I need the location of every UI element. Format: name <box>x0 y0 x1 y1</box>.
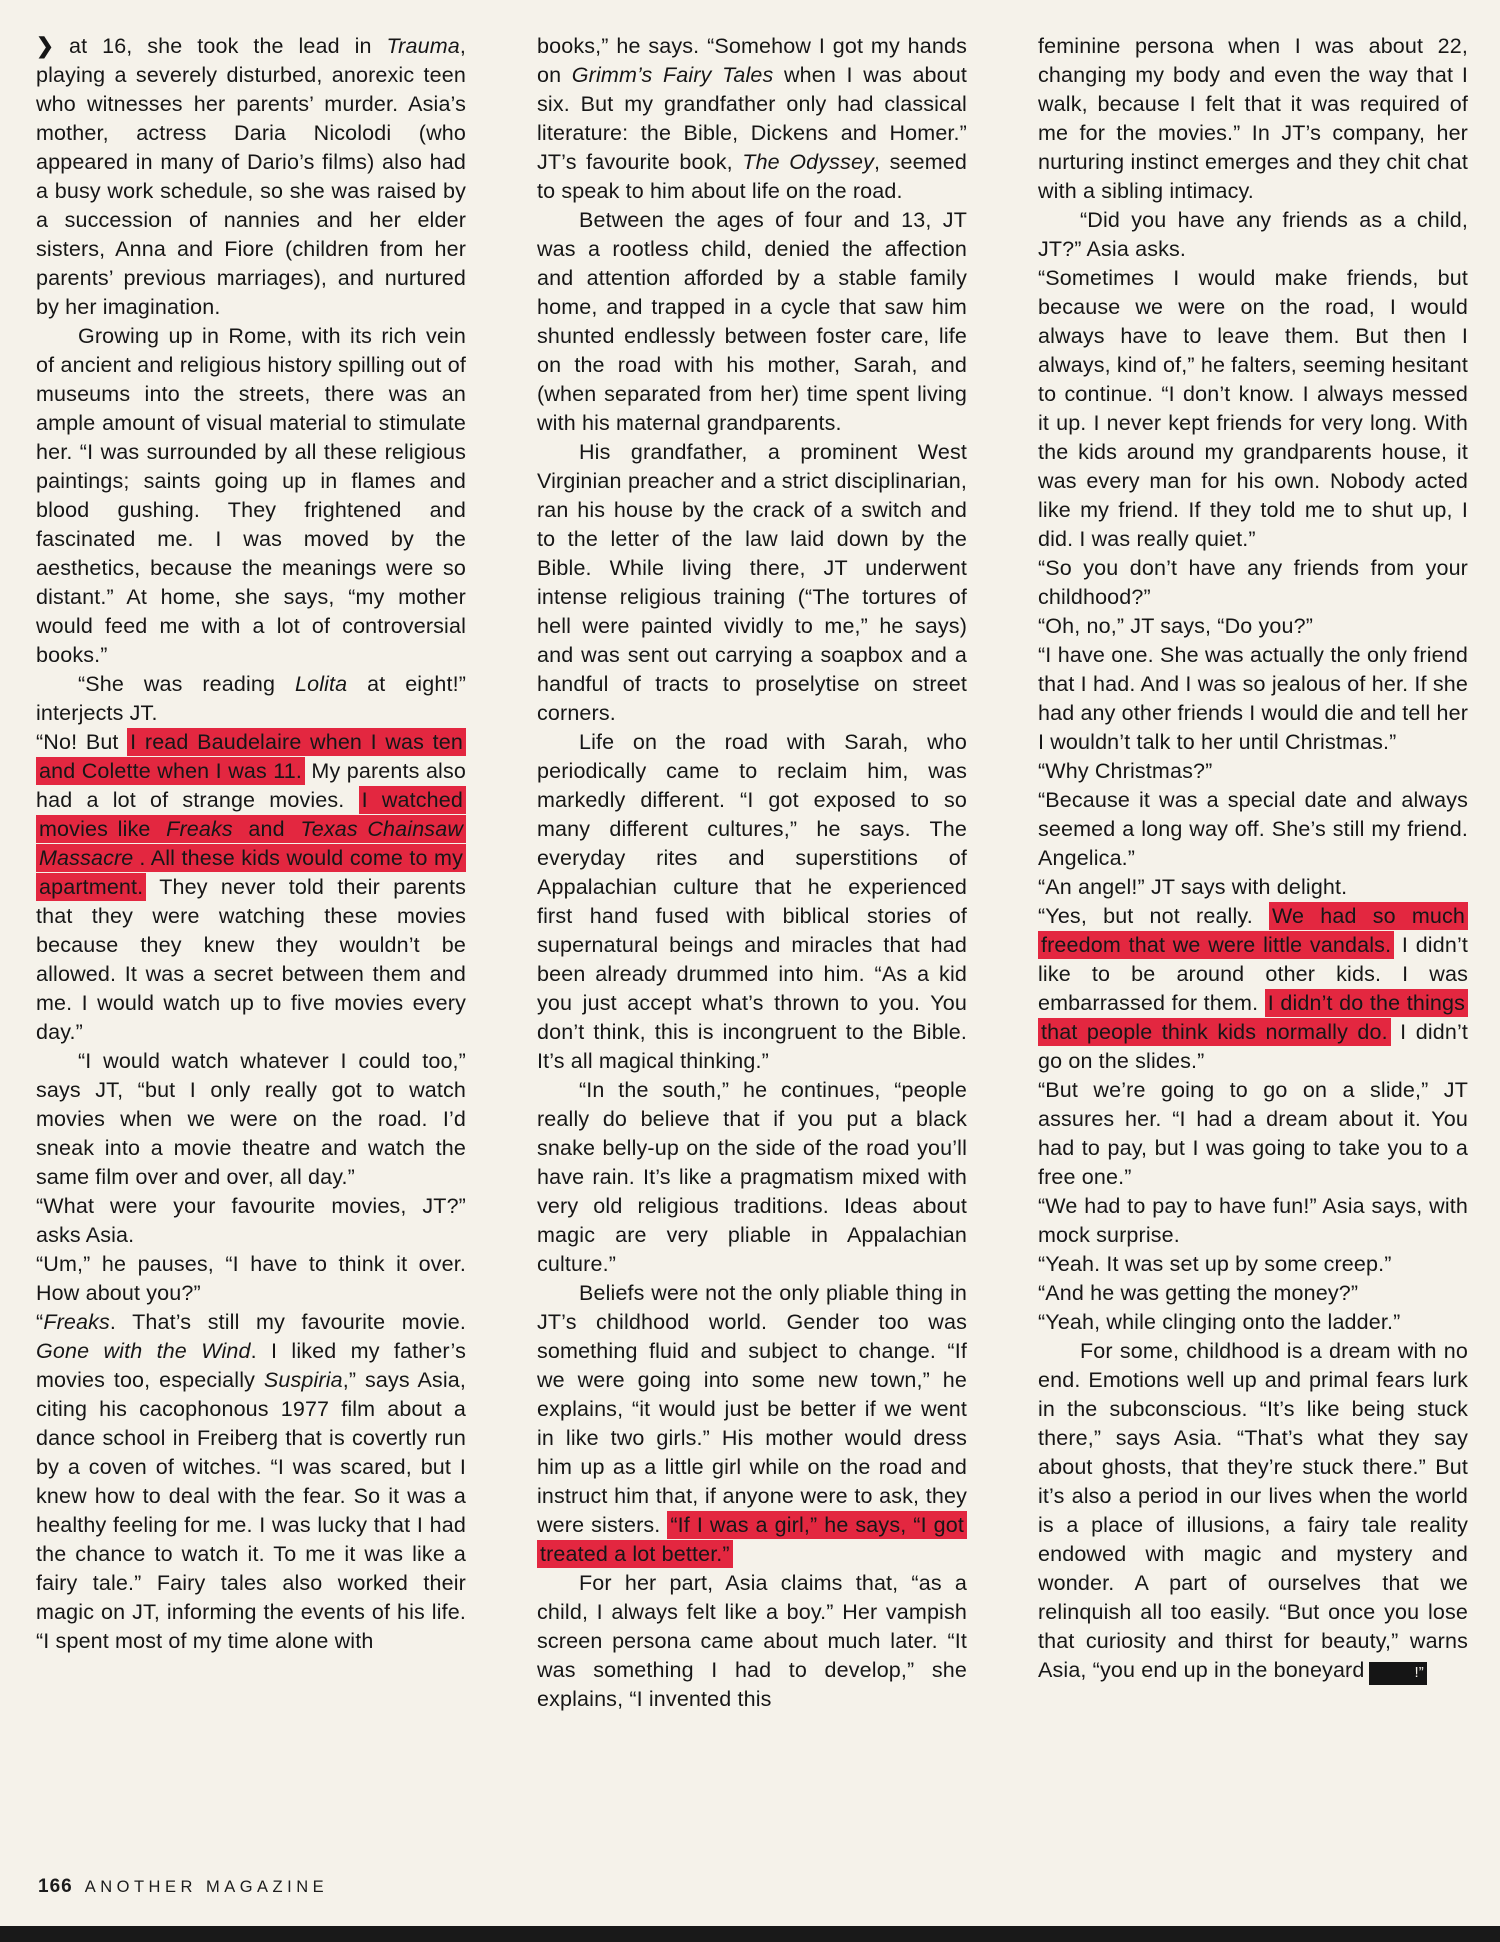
text-segment: For her part, Asia claims that, “as a child, I always felt like a boy.” Her vampish screen persona came about much later. “It was something I had to develop,” she explains, “I invented this <box>537 1571 967 1711</box>
paragraph <box>1038 902 1468 1076</box>
paragraph <box>537 1076 967 1279</box>
highlighted-text: Texas Chainsaw Massacre <box>36 815 466 872</box>
text-segment: at eight!” interjects JT. <box>36 672 466 725</box>
text-segment: “She was reading <box>78 672 295 696</box>
paragraph <box>537 728 967 1076</box>
column-3 <box>1038 32 1468 1714</box>
column-1 <box>36 32 466 1714</box>
highlighted-text: . All these kids would come to my apartment. <box>36 844 466 901</box>
paragraph <box>36 670 466 728</box>
highlighted-text: I didn’t do the things that people think kids normally do. <box>1038 989 1468 1046</box>
paragraph <box>1038 206 1468 264</box>
text-segment: Beliefs were not the only pliable thing in JT’s childhood world. Gender too was something fluid and subject to change. “If we were going into some new town,” he explains, “it would just be better if we went in like two girls.” His mother would dress him up as a little girl while on the road and instruct him that, if anyone were to ask, they were sisters. <box>537 1281 967 1537</box>
text-segment: , seemed to speak to him about life on the road. <box>537 150 967 203</box>
paragraph <box>1038 32 1468 206</box>
text-segment: “Um,” he pauses, “I have to think it over. How about you?” <box>36 1252 466 1305</box>
text-segment: “I would watch whatever I could too,” says JT, “but I only really got to watch movies when we were on the road. I’d sneak into a movie theatre and watch the same film over and over, all day.” <box>36 1049 466 1189</box>
italic-title: Gone with the Wind <box>36 1339 251 1363</box>
end-mark-icon: !” <box>1369 1662 1426 1685</box>
text-segment: I didn’t go on the slides.” <box>1038 1020 1469 1073</box>
text-segment: when I was about six. But my grandfather only had classical literature: the Bible, Dickens and Homer.” JT’s favourite book, <box>537 63 968 174</box>
text-segment: “So you don’t have any friends from your childhood?” <box>1038 556 1468 609</box>
paragraph <box>36 1308 466 1656</box>
text-segment: Growing up in Rome, with its rich vein of ancient and religious history spilling out of museums into the streets, there was an ample amount of visual material to stimulate her. “I was surrounded by all these religious paintings; saints going up in flames and blood gushing. They frightened and fascinated me. I was moved by the aesthetics, because the meanings were so distant.” At home, she says, “my mother would feed me with a lot of controversial books.” <box>36 324 466 667</box>
paragraph <box>1038 612 1468 641</box>
text-segment: “What were your favourite movies, JT?” asks Asia. <box>36 1194 466 1247</box>
paragraph <box>36 32 466 322</box>
text-segment: “Did you have any friends as a child, JT?” Asia asks. <box>1038 208 1468 261</box>
magazine-name: ANOTHER MAGAZINE <box>84 1878 329 1896</box>
paragraph <box>1038 1337 1468 1685</box>
text-segment: feminine persona when I was about 22, changing my body and even the way that I walk, because I felt that it was required of me for the movies.” In JT’s company, her nurturing instinct emerges and they chit chat with a sibling intimacy. <box>1038 34 1468 203</box>
text-segment: My parents also had a lot of strange movies. <box>36 759 466 812</box>
italic-title: Freaks <box>43 1310 110 1334</box>
text-segment: . I liked my father’s movies too, especially <box>36 1339 466 1392</box>
paragraph <box>537 206 967 438</box>
text-segment: . That’s still my favourite movie. <box>109 1310 466 1334</box>
paragraph <box>1038 554 1468 612</box>
page-number: 166 <box>38 1876 73 1897</box>
column-2 <box>537 32 967 1714</box>
arrow-icon: ❯ <box>36 34 70 58</box>
text-segment: “I have one. She was actually the only friend that I had. And I was so jealous of her. If she had any other friends I would die and tell her I wouldn’t talk to her until Christmas.” <box>1038 643 1469 754</box>
paragraph <box>1038 873 1468 902</box>
italic-title: Lolita <box>294 672 348 696</box>
paragraph <box>1038 786 1468 873</box>
paragraph <box>537 32 967 206</box>
text-segment: “ <box>36 1310 44 1334</box>
paragraph <box>1038 1192 1468 1250</box>
text-segment: “We had to pay to have fun!” Asia says, with mock surprise. <box>1038 1194 1468 1247</box>
paragraph <box>537 1569 967 1714</box>
text-segment: “An angel!” JT says with delight. <box>1038 875 1348 899</box>
text-segment: “Why Christmas?” <box>1038 759 1213 783</box>
paragraph <box>1038 641 1468 757</box>
paragraph <box>1038 1076 1468 1192</box>
text-segment: “Because it was a special date and always seemed a long way off. She’s still my friend. Angelica.” <box>1038 788 1468 870</box>
scan-edge-bar <box>0 1926 1500 1942</box>
highlighted-text: Freaks <box>163 815 236 843</box>
highlighted-text: We had so much freedom that we were little vandals. <box>1038 902 1468 959</box>
paragraph <box>537 438 967 728</box>
text-segment: ,” says Asia, citing his cacophonous 1977 film about a dance school in Freiberg that is covertly run by a coven of witches. “I was scared, but I knew how to deal with the fear. So it was a healthy feeling for me. I was lucky that I had the chance to watch it. To me it was like a fairy tale.” Fairy tales also worked their magic on JT, informing the events of his life. “I spent most of my time alone with <box>36 1368 466 1653</box>
paragraph <box>537 1279 967 1569</box>
highlighted-text: I watched movies like <box>36 786 466 843</box>
italic-title: Trauma <box>386 34 460 58</box>
paragraph <box>1038 1279 1468 1308</box>
highlighted-text: and <box>236 815 298 843</box>
text-segment: at 16, she took the lead in <box>69 34 387 58</box>
text-segment: “In the south,” he continues, “people really do believe that if you put a black snake belly-up on the side of the road you’ll have rain. It’s like a pragmatism mixed with very old religious traditions. Ideas about magic are very pliable in Appalachian culture.” <box>537 1078 967 1276</box>
text-segment: His grandfather, a prominent West Virginian preacher and a strict disciplinarian, ran his house by the crack of a switch and to the letter of the law laid down by the Bible. While living there, JT underwent intense religious training (“The tortures of hell were painted vividly to me,” he says) and was sent out carrying a soapbox and a handful of tracts to proselytise on street corners. <box>537 440 967 725</box>
italic-title: Suspiria <box>263 1368 343 1392</box>
paragraph <box>36 322 466 670</box>
text-segment: Between the ages of four and 13, JT was a rootless child, denied the affection and attention afforded by a stable family home, and trapped in a cycle that saw him shunted endlessly between foster care, life on the road with his mother, Sarah, and (when separated from her) time spent living with his maternal grandparents. <box>537 208 967 435</box>
paragraph <box>1038 1308 1468 1337</box>
paragraph <box>36 1250 466 1308</box>
highlighted-text: “If I was a girl,” he says, “I got treated a lot better.” <box>537 1511 967 1568</box>
paragraph <box>36 1192 466 1250</box>
text-segment: “Oh, no,” JT says, “Do you?” <box>1038 614 1314 638</box>
italic-title: Grimm’s Fairy Tales <box>571 63 774 87</box>
text-segment: “Yeah, while clinging onto the ladder.” <box>1038 1310 1401 1334</box>
paragraph <box>1038 264 1468 554</box>
text-segment: For some, childhood is a dream with no end. Emotions well up and primal fears lurk in the subconscious. “It’s like being stuck there,” says Asia. “That’s what they say about ghosts, that they’re stuck there.” But it’s also a period in our lives when the world is a place of illusions, a fairy tale reality endowed with magic and mystery and wonder. A part of ourselves that we relinquish all too easily. “But once you lose that curiosity and thirst for beauty,” warns Asia, “you end up in the boneyard <box>1038 1339 1468 1682</box>
paragraph <box>1038 757 1468 786</box>
text-segment: , playing a severely disturbed, anorexic teen who witnesses her parents’ murder. Asia’s mother, actress Daria Nicolodi (who appeared in many of Dario’s films) also had a busy work schedule, so she was raised by a succession of nannies and her elder sisters, Anna and Fiore (children from her parents’ previous marriages), and nurtured by her imagination. <box>36 34 466 319</box>
text-segment: I didn’t like to be around other kids. I was embarrassed for them. <box>1038 933 1468 1015</box>
text-segment: “Yes, but not really. <box>1038 904 1269 928</box>
italic-title: The Odyssey <box>742 150 874 174</box>
text-segment: “Sometimes I would make friends, but because we were on the road, I would always have to leave them. But then I always, kind of,” he falters, seeming hesitant to continue. “I don’t know. I always messed it up. I never kept friends for very long. With the kids around my grandparents house, it was every man for his own. Nobody acted like my friend. If they told me to shut up, I did. I was really quiet.” <box>1038 266 1468 551</box>
text-segment: “No! But <box>36 730 128 754</box>
paragraph <box>1038 1250 1468 1279</box>
paragraph <box>36 728 466 1047</box>
paragraph <box>36 1047 466 1192</box>
highlighted-text: I read Baudelaire when I was ten and Colette when I was 11. <box>36 728 466 785</box>
text-segment: Life on the road with Sarah, who periodically came to reclaim him, was markedly different. “I got exposed to so many different cultures,” he says. The everyday rites and superstitions of Appalachian culture that he experienced first hand fused with biblical stories of supernatural beings and miracles that had been already drummed into him. “As a kid you just accept what’s thrown to you. You don’t think, this is incongruent to the Bible. It’s all magical thinking.” <box>537 730 967 1073</box>
text-segment: “But we’re going to go on a slide,” JT assures her. “I had a dream about it. You had to pay, but I was going to take you to a free one.” <box>1038 1078 1468 1189</box>
text-segment: “Yeah. It was set up by some creep.” <box>1038 1252 1392 1276</box>
text-segment: “And he was getting the money?” <box>1038 1281 1359 1305</box>
text-segment: They never told their parents that they were watching these movies because they knew they wouldn’t be allowed. It was a secret between them and me. I would watch up to five movies every day.” <box>36 875 466 1044</box>
page-footer <box>38 1876 328 1898</box>
text-segment: books,” he says. “Somehow I got my hands on <box>537 34 967 87</box>
